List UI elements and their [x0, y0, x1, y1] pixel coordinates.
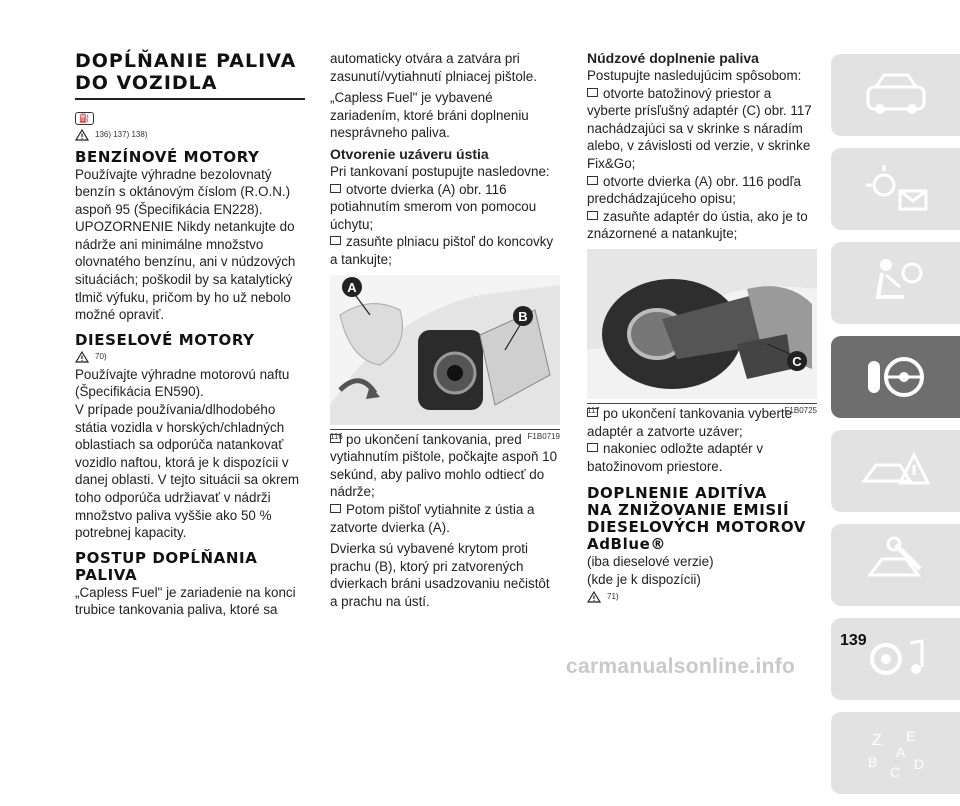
callout-c: C — [792, 353, 802, 369]
warning-refs-row — [75, 129, 305, 141]
para-dust-cover: Dvierka sú vybavené krytom proti prachu (B), ktorý pri zatvorených dvierkach bráni usadzovaniu nečistôt a prachu na ústí. — [330, 541, 550, 609]
heading-benzin: BENZÍNOVÉ MOTORY — [75, 147, 260, 166]
gear-music-icon — [856, 629, 936, 689]
para-pri-tankovani: Pri tankovaní postupujte nasledovne: — [330, 163, 550, 179]
bullet-remove-nozzle: Potom pištoľ vytiahnite z ústia a zatvorte dvierka (A). — [330, 501, 560, 536]
tab-dashboard[interactable] — [831, 54, 960, 136]
tab-lights[interactable] — [831, 148, 960, 230]
page-number: 139 — [840, 632, 867, 649]
column-3 — [587, 50, 817, 606]
warning-car-icon — [856, 441, 936, 501]
heading-otvorenie: Otvorenie uzáveru ústia — [330, 145, 489, 162]
index-letter-z: Z — [871, 732, 882, 749]
figure-116 — [330, 275, 560, 441]
tab-emergency[interactable] — [831, 430, 960, 512]
callout-b: B — [518, 308, 528, 324]
heading-adblue-2: NA ZNIŽOVANIE EMISIÍ — [587, 501, 790, 520]
heading-adblue-3: DIESELOVÝCH MOTOROV — [587, 518, 806, 537]
warning-refs: 136) 137) 138) — [95, 130, 148, 139]
wrench-car-icon — [856, 535, 936, 595]
heading-adblue-1: DOPLNENIE ADITÍVA — [587, 484, 768, 503]
index-letter-e: E — [905, 728, 915, 744]
para-diesel-1: Používajte výhradne motorovú naftu (Špecifikácia EN590). — [75, 366, 290, 400]
heading-diesel: DIESELOVÉ MOTORY — [75, 330, 255, 349]
index-letters-icon — [856, 723, 936, 783]
para-capless: „Capless Fuel" je vybavené zariadením, ktoré bráni doplneniu nesprávneho paliva. — [330, 90, 529, 141]
heading-adblue-4: AdBlue® — [587, 535, 666, 554]
tab-multimedia[interactable] — [831, 618, 960, 700]
warning-triangle-icon — [75, 351, 89, 363]
figure-117-number: 117 — [587, 405, 600, 415]
para-postup: „Capless Fuel" je zariadenie na konci trubice tankovania paliva, ktoré sa — [75, 584, 296, 618]
column-1 — [75, 50, 305, 619]
para-if-available: (kde je k dispozícii) — [587, 571, 701, 587]
para-benzin-2: UPOZORNENIE Nikdy netankujte do nádrže ani minimálne množstvo olovnatého benzínu, ani v núdzových situáciách; poškodil by sa katalytický tlmič výfuku, pričom by ho už nebolo možné opraviť. — [75, 219, 296, 323]
para-diesel-only: (iba dieselové verzie) — [587, 554, 714, 570]
diesel-warning-row — [75, 351, 305, 363]
adapter-illustration — [587, 249, 817, 399]
key-steering-wheel-icon — [856, 347, 936, 407]
index-letter-b: B — [867, 754, 877, 770]
callout-a: A — [347, 279, 357, 295]
watermark: carmanualsonline.info — [566, 655, 796, 678]
bullet-insert-adapter: zasuňte adaptér do ústia, ako je to znázornené a natankujte; — [587, 208, 817, 243]
tab-starting-driving[interactable] — [831, 336, 960, 418]
tab-maintenance[interactable] — [831, 524, 960, 606]
diesel-warning-ref: 70) — [95, 352, 107, 362]
figure-116-code: F1B0719 — [527, 431, 560, 441]
bullet-open-door-2: otvorte dvierka (A) obr. 116 podľa predchádzajúceho opisu; — [587, 173, 817, 208]
adblue-warning-row — [587, 591, 817, 603]
figure-116-number: 116 — [330, 431, 343, 441]
column-2 — [330, 50, 560, 610]
tab-safety[interactable] — [831, 242, 960, 324]
index-letter-c: C — [889, 764, 900, 780]
bullet-store-adapter: nakoniec odložte adaptér v batožinovom priestore. — [587, 440, 817, 475]
index-letter-a: A — [895, 744, 905, 760]
page-title-line1: DOPĹŇANIE PALIVA — [75, 50, 297, 72]
chapter-tabs — [831, 54, 960, 806]
heading-emergency: Núdzové doplnenie paliva — [587, 50, 759, 66]
para-diesel-2: V prípade používania/dlhodobého státia vozidla v horských/chladných oblastiach sa odporúča natankovať vozidlo naftou, ktorá je k dispozícii v danej oblasti. V tejto situácii sa okrem toho odporúča udržiavať v nádrži množstvo paliva vyššie ako 50 % potrebnej kapacity. — [75, 402, 300, 541]
heading-postup-1: POSTUP DOPĹŇANIA — [75, 548, 258, 567]
para-postupujte: Postupujte nasledujúcim spôsobom: — [587, 68, 802, 83]
bullet-remove-adapter: po ukončení tankovania vyberte adaptér a zatvorte uzáver; — [587, 405, 817, 440]
para-continued: automaticky otvára a zatvára pri zasunutí/vytiahnutí plniacej pištole. — [330, 51, 537, 84]
adblue-warning-ref: 71) — [607, 592, 619, 601]
warning-triangle-icon — [75, 129, 89, 141]
car-dashboard-icon — [856, 65, 936, 125]
heading-postup-2: PALIVA — [75, 565, 138, 584]
tab-index[interactable] — [831, 712, 960, 794]
bullet-wait: po ukončení tankovania, pred vytiahnutím pištole, počkajte aspoň 10 sekúnd, aby palivo mohlo odtiecť do nádrže; — [330, 431, 560, 501]
para-benzin-1: Používajte výhradne bezolovnatý benzín s oktánovým číslom (R.O.N.) aspoň 95 (Špecifikácia EN228). — [75, 166, 291, 217]
page-title-line2: DO VOZIDLA — [75, 72, 218, 94]
figure-117-caption — [587, 403, 817, 415]
title-rule — [75, 98, 305, 100]
index-letter-d: D — [913, 756, 924, 772]
fuel-pump-icon: ⛽ — [75, 112, 94, 125]
bullet-insert-nozzle: zasuňte plniacu pištoľ do koncovky a tankujte; — [330, 233, 560, 268]
lights-message-icon — [856, 159, 936, 219]
figure-117-code: F1B0725 — [784, 405, 817, 415]
fuel-door-illustration — [330, 275, 560, 425]
seat-airbag-icon — [856, 253, 936, 313]
figure-116-caption — [330, 429, 560, 441]
bullet-adapter: otvorte batožinový priestor a vyberte prísľušný adaptér (C) obr. 117 nachádzajúci sa v skrinke s náradím alebo, v závislosti od verzie, v skrinke Fix&Go; — [587, 85, 817, 173]
figure-117 — [587, 249, 817, 415]
warning-triangle-icon — [587, 591, 601, 603]
bullet-open-door: otvorte dvierka (A) obr. 116 potiahnutím smerom von pomocou úchytu; — [330, 181, 560, 234]
